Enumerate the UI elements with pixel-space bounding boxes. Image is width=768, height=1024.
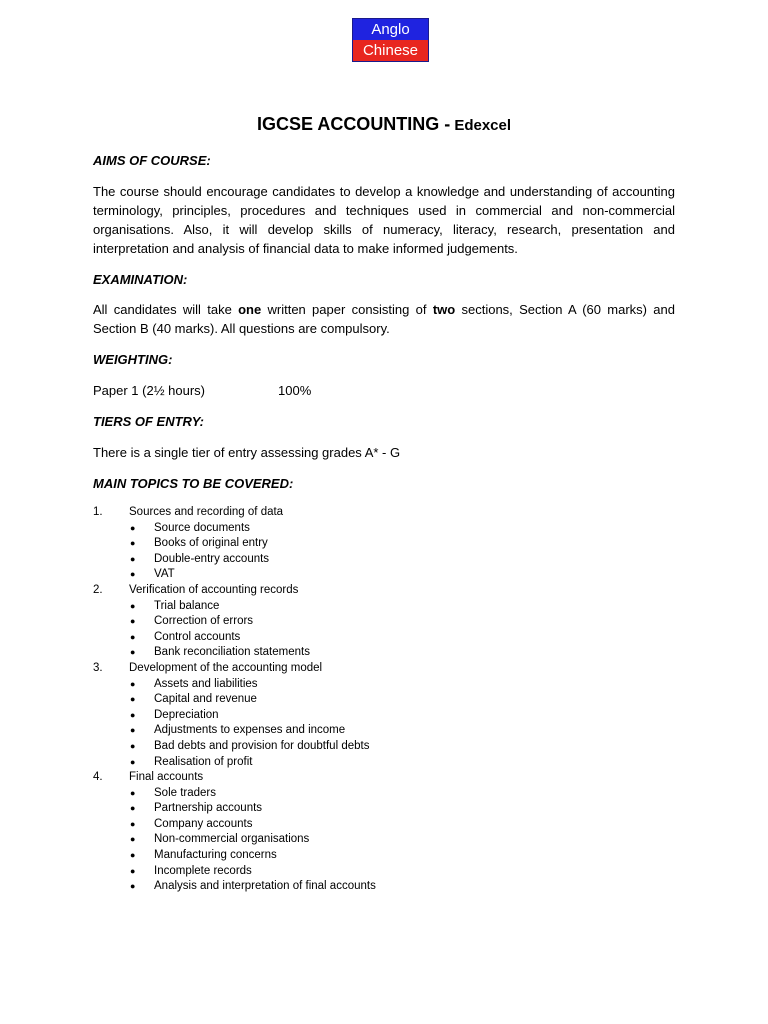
aims-text: The course should encourage candidates to develop a knowledge and understanding of accounting terminology, principles, procedures and techniques used in commercial and non-commercial organisations. Also, it will develop skills of numeracy, literacy, research, presentation and interpretation and analysis of financial data to make informed judgements. [93, 184, 675, 256]
exam-text-b: written paper consisting of [261, 302, 433, 317]
subtopic-label: Bank reconciliation statements [154, 646, 310, 659]
weighting-heading: WEIGHTING: [93, 352, 173, 367]
subtopic-label: Partnership accounts [154, 802, 263, 815]
weighting-paper: Paper 1 (2½ hours) [93, 383, 206, 398]
topic-item [93, 505, 653, 521]
subtopic-item [93, 832, 653, 848]
subtopic-label: Manufacturing concerns [154, 849, 277, 862]
subtopic-label: Sole traders [154, 786, 217, 799]
tiers-heading: TIERS OF ENTRY: [93, 414, 204, 429]
subtopic-label: Incomplete records [154, 864, 252, 877]
bullet-icon: ● [130, 803, 136, 814]
subtopic-item [93, 708, 653, 724]
subtopic-label: Analysis and interpretation of final accounts [154, 880, 376, 893]
subtopic-item [93, 755, 653, 771]
bullet-icon: ● [130, 569, 136, 580]
bullet-icon: ● [130, 881, 136, 892]
examination-heading: EXAMINATION: [93, 272, 188, 287]
exam-bold-two: two [432, 302, 456, 317]
logo-line-1: Anglo [353, 19, 428, 40]
topic-title: Sources and recording of data [129, 506, 284, 518]
bullet-icon: ● [130, 709, 136, 720]
bullet-icon: ● [130, 522, 136, 533]
topic-title: Development of the accounting model [129, 661, 323, 674]
exam-bold-one: one [238, 302, 262, 317]
page-title [0, 114, 768, 135]
subtopic-label: Depreciation [154, 708, 219, 721]
subtopic-item [93, 599, 653, 615]
topic-number: 2. [93, 583, 103, 596]
subtopic-label: VAT [154, 568, 175, 581]
bullet-icon: ● [130, 631, 136, 642]
topic-number: 1. [93, 506, 103, 518]
subtopic-item [93, 692, 653, 708]
bullet-icon: ● [130, 616, 136, 627]
subtopic-item [93, 536, 653, 552]
bullet-icon: ● [130, 678, 136, 689]
topics-heading: MAIN TOPICS TO BE COVERED: [93, 476, 294, 491]
subtopic-label: Control accounts [154, 630, 241, 643]
bullet-icon: ● [130, 740, 136, 751]
subtopic-label: Assets and liabilities [154, 677, 258, 690]
exam-text-a: All candidates will take [93, 302, 239, 317]
subtopic-label: Realisation of profit [154, 755, 253, 768]
examination-text [93, 300, 675, 338]
subtopic-label: Company accounts [154, 817, 253, 830]
bullet-icon: ● [130, 694, 136, 705]
subtopic-item [93, 786, 653, 802]
topic-title: Final accounts [129, 771, 204, 784]
topic-number: 4. [93, 771, 103, 784]
topic-item [93, 770, 653, 786]
subtopic-item [93, 645, 653, 661]
subtopic-item [93, 677, 653, 693]
subtopic-item [93, 630, 653, 646]
bullet-icon: ● [130, 787, 136, 798]
subtopic-label: Bad debts and provision for doubtful debts [154, 739, 370, 752]
topic-number: 3. [93, 661, 103, 674]
logo-line-2: Chinese [353, 40, 428, 61]
subtopic-item [93, 521, 653, 537]
bullet-icon: ● [130, 756, 136, 767]
subtopic-item [93, 552, 653, 568]
subtopic-label: Books of original entry [154, 537, 268, 550]
subtopic-item [93, 614, 653, 630]
subtopic-item [93, 848, 653, 864]
title-sub: Edexcel [454, 117, 512, 134]
bullet-icon: ● [130, 647, 136, 658]
topic-item [93, 583, 653, 599]
subtopic-label: Source documents [154, 521, 250, 534]
subtopic-label: Adjustments to expenses and income [154, 724, 346, 737]
bullet-icon: ● [130, 725, 136, 736]
weighting-row [93, 381, 675, 400]
subtopic-item [93, 879, 653, 895]
bullet-icon: ● [130, 553, 136, 564]
subtopic-label: Correction of errors [154, 615, 254, 628]
subtopic-label: Double-entry accounts [154, 552, 270, 565]
topic-item [93, 661, 653, 677]
weighting-percent: 100% [278, 383, 312, 398]
subtopic-item [93, 817, 653, 833]
bullet-icon: ● [130, 538, 136, 549]
tiers-text: There is a single tier of entry assessing grades A* - G [93, 445, 401, 460]
bullet-icon: ● [130, 600, 136, 611]
aims-heading: AIMS OF COURSE: [93, 153, 211, 168]
subtopic-item [93, 801, 653, 817]
bullet-icon: ● [130, 850, 136, 861]
bullet-icon: ● [130, 865, 136, 876]
anglo-chinese-logo [352, 18, 429, 62]
subtopic-item [93, 723, 653, 739]
subtopic-item [93, 567, 653, 583]
exam-text-c: sections, Section A (60 marks) and Section B (40 marks). All questions are compulsory. [93, 302, 675, 336]
subtopic-label: Capital and revenue [154, 693, 257, 706]
bullet-icon: ● [130, 834, 136, 845]
title-main: IGCSE ACCOUNTING - [256, 114, 451, 134]
bullet-icon: ● [130, 818, 136, 829]
topic-title: Verification of accounting records [129, 583, 299, 596]
subtopic-label: Non-commercial organisations [154, 833, 310, 846]
topics-list [93, 505, 653, 895]
subtopic-item [93, 864, 653, 880]
subtopic-label: Trial balance [154, 599, 220, 612]
subtopic-item [93, 739, 653, 755]
